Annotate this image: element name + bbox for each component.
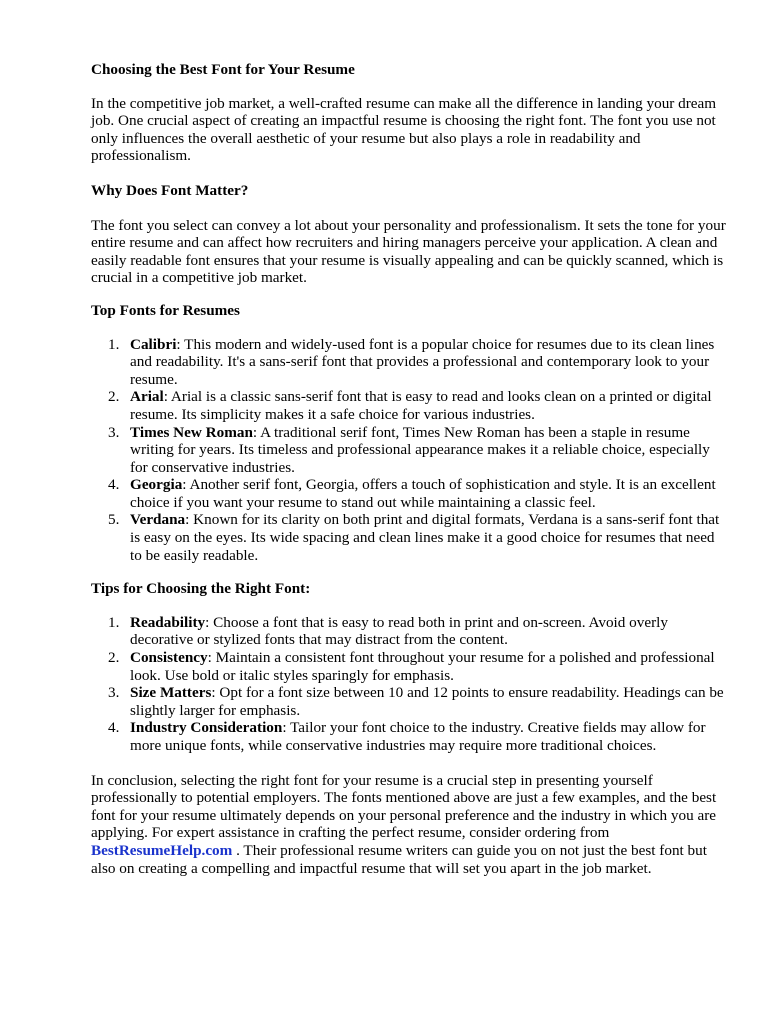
list-number: 3.: [108, 423, 120, 441]
tip-term: Industry Consideration: [130, 719, 283, 737]
font-term: Calibri: [130, 335, 177, 353]
list-item: [91, 424, 728, 477]
list-text: : Choose a font that is easy to read both in print and on-screen. Avoid overly decorative or stylized fonts that may distract from the content.: [130, 613, 668, 649]
top-fonts-heading: Top Fonts for Resumes: [91, 301, 240, 319]
list-number: 4.: [108, 476, 120, 494]
list-item: [91, 719, 728, 754]
why-heading: Why Does Font Matter?: [91, 181, 249, 199]
list-item: [91, 388, 728, 423]
page-title: Choosing the Best Font for Your Resume: [91, 61, 355, 78]
why-paragraph: The font you select can convey a lot about your personality and professionalism. It sets the tone for your entire resume and can affect how recruiters and hiring managers perceive your application. A clean and easily readable font ensures that your resume is visually appealing and can be quickly scanned, which is crucial in a competitive job market.: [91, 216, 726, 287]
intro-paragraph: In the competitive job market, a well-crafted resume can make all the difference in landing your dream job. One crucial aspect of creating an impactful resume is choosing the right font. The font you use not only influences the overall aesthetic of your resume but also plays a role in readability and professionalism.: [91, 94, 717, 165]
font-term: Arial: [130, 388, 164, 406]
list-text: : Maintain a consistent font throughout your resume for a polished and professional look. Use bold or italic styles sparingly for emphasis.: [130, 649, 715, 684]
font-term: Times New Roman: [130, 423, 253, 441]
bestresumehelp-link[interactable]: BestResumeHelp.com: [91, 841, 233, 859]
conclusion-paragraph: [91, 772, 728, 878]
list-number: 1.: [108, 335, 120, 353]
list-text: : A traditional serif font, Times New Roman has been a staple in resume writing for years. Its timeless and professional appearance makes it a reliable choice, especially for conservative industries.: [130, 423, 710, 476]
tip-term: Size Matters: [130, 684, 212, 702]
tip-term: Readability: [130, 613, 206, 631]
font-term: Georgia: [130, 476, 183, 494]
list-item: [91, 614, 728, 649]
tips-heading: Tips for Choosing the Right Font:: [91, 580, 311, 598]
top-fonts-list: [91, 336, 728, 565]
tips-list: [91, 614, 728, 755]
list-number: 1.: [108, 613, 120, 631]
tip-term: Consistency: [130, 649, 208, 667]
list-text: : Known for its clarity on both print and digital formats, Verdana is a sans-serif font that is easy on the eyes. Its wide spacing and clean lines make it a good choice for resumes that need to be easily readable.: [130, 511, 720, 564]
list-text: : Arial is a classic sans-serif font that is easy to read and looks clean on a printed or digital resume. Its simplicity makes it a safe choice for various industries.: [130, 388, 712, 423]
list-item: [91, 684, 728, 719]
list-number: 3.: [108, 684, 120, 702]
list-number: 5.: [108, 511, 120, 529]
list-text: : Another serif font, Georgia, offers a touch of sophistication and style. It is an excellent choice if you want your resume to stand out while maintaining a classic feel.: [130, 476, 716, 511]
conclusion-text-before: In conclusion, selecting the right font for your resume is a crucial step in presenting yourself professionally to potential employers. The fonts mentioned above are just a few examples, and the best font for your resume ultimately depends on your personal preference and the industry in which you are applying. For expert assistance in crafting the perfect resume, consider ordering from: [91, 771, 717, 842]
list-text: : Opt for a font size between 10 and 12 points to ensure readability. Headings can be slightly larger for emphasis.: [130, 684, 724, 719]
conclusion-text-after: . Their professional resume writers can guide you on not just the best font but also on creating a compelling and impactful resume that will set you apart in the job market.: [91, 841, 707, 877]
list-item: [91, 336, 728, 389]
list-text: : Tailor your font choice to the industry. Creative fields may allow for more unique fonts, while conservative industries may require more traditional choices.: [130, 719, 706, 754]
list-number: 4.: [108, 719, 120, 737]
list-number: 2.: [108, 649, 120, 667]
list-item: [91, 476, 728, 511]
list-text: : This modern and widely-used font is a popular choice for resumes due to its clean lines and readability. It's a sans-serif font that provides a professional and contemporary look to your resume.: [130, 335, 715, 388]
font-term: Verdana: [130, 511, 186, 529]
list-item: [91, 649, 728, 684]
list-item: [91, 511, 728, 564]
list-number: 2.: [108, 388, 120, 406]
